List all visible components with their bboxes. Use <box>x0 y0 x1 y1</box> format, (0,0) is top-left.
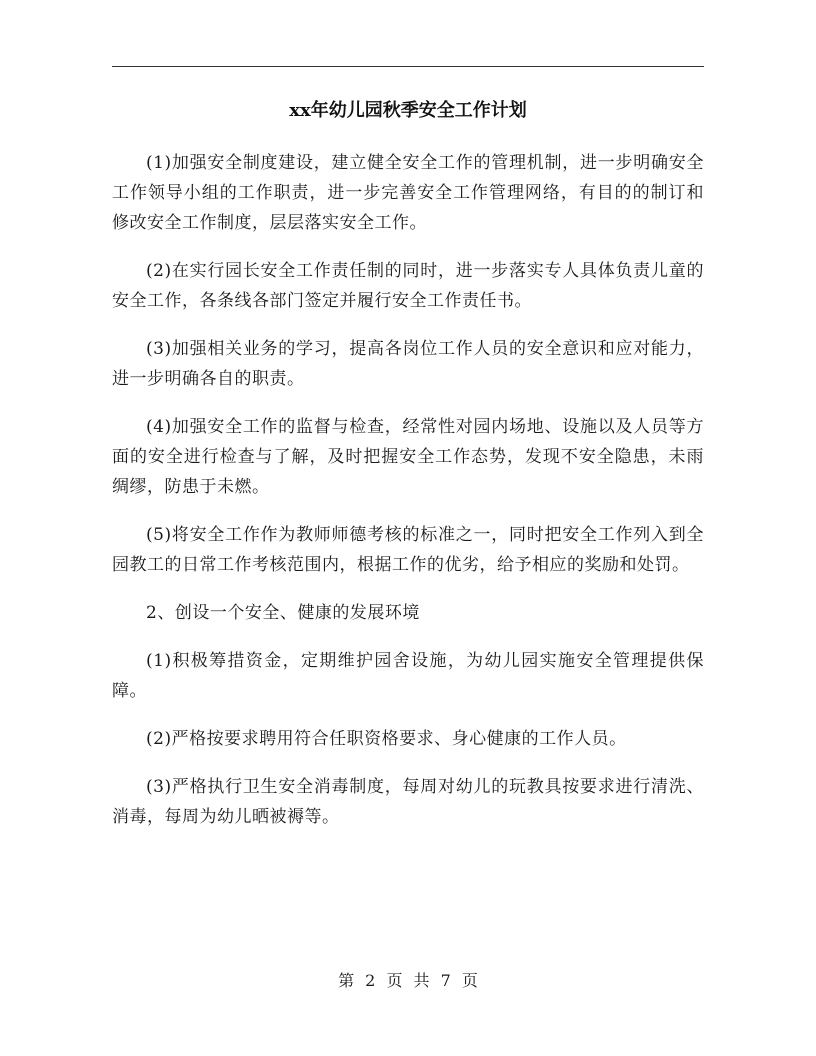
page-number-footer: 第 2 页 共 7 页 <box>338 971 478 990</box>
paragraph: (1)加强安全制度建设，建立健全安全工作的管理机制，进一步明确安全工作领导小组的工作职责，进一步完善安全工作管理网络，有目的的制订和修改安全工作制度，层层落实安全工作。 <box>112 153 704 233</box>
paragraph: (1)积极筹措资金，定期维护园舍设施，为幼儿园实施安全管理提供保障。 <box>112 651 704 701</box>
document-title: xx年幼儿园秋季安全工作计划 <box>289 100 527 121</box>
section-heading: 2、创设一个安全、健康的发展环境 <box>146 603 420 623</box>
paragraph: (2)在实行园长安全工作责任制的同时，进一步落实专人具体负责儿童的安全工作，各条线各部门签定并履行安全工作责任书。 <box>112 261 704 311</box>
paragraph: (3)加强相关业务的学习，提高各岗位工作人员的安全意识和应对能力，进一步明确各自的职责。 <box>112 339 704 389</box>
paragraph: (5)将安全工作作为教师师德考核的标准之一，同时把安全工作列入到全园教工的日常工作考核范围内，根据工作的优劣，给予相应的奖励和处罚。 <box>112 525 704 575</box>
paragraph: (2)严格按要求聘用符合任职资格要求、身心健康的工作人员。 <box>146 729 627 749</box>
header-rule <box>112 66 704 67</box>
paragraph: (4)加强安全工作的监督与检查，经常性对园内场地、设施以及人员等方面的安全进行检查与了解，及时把握安全工作态势，发现不安全隐患，未雨绸缪，防患于未燃。 <box>112 417 704 497</box>
paragraph: (3)严格执行卫生安全消毒制度，每周对幼儿的玩教具按要求进行清洗、消毒，每周为幼儿晒被褥等。 <box>112 777 704 827</box>
document-body <box>112 148 704 850</box>
